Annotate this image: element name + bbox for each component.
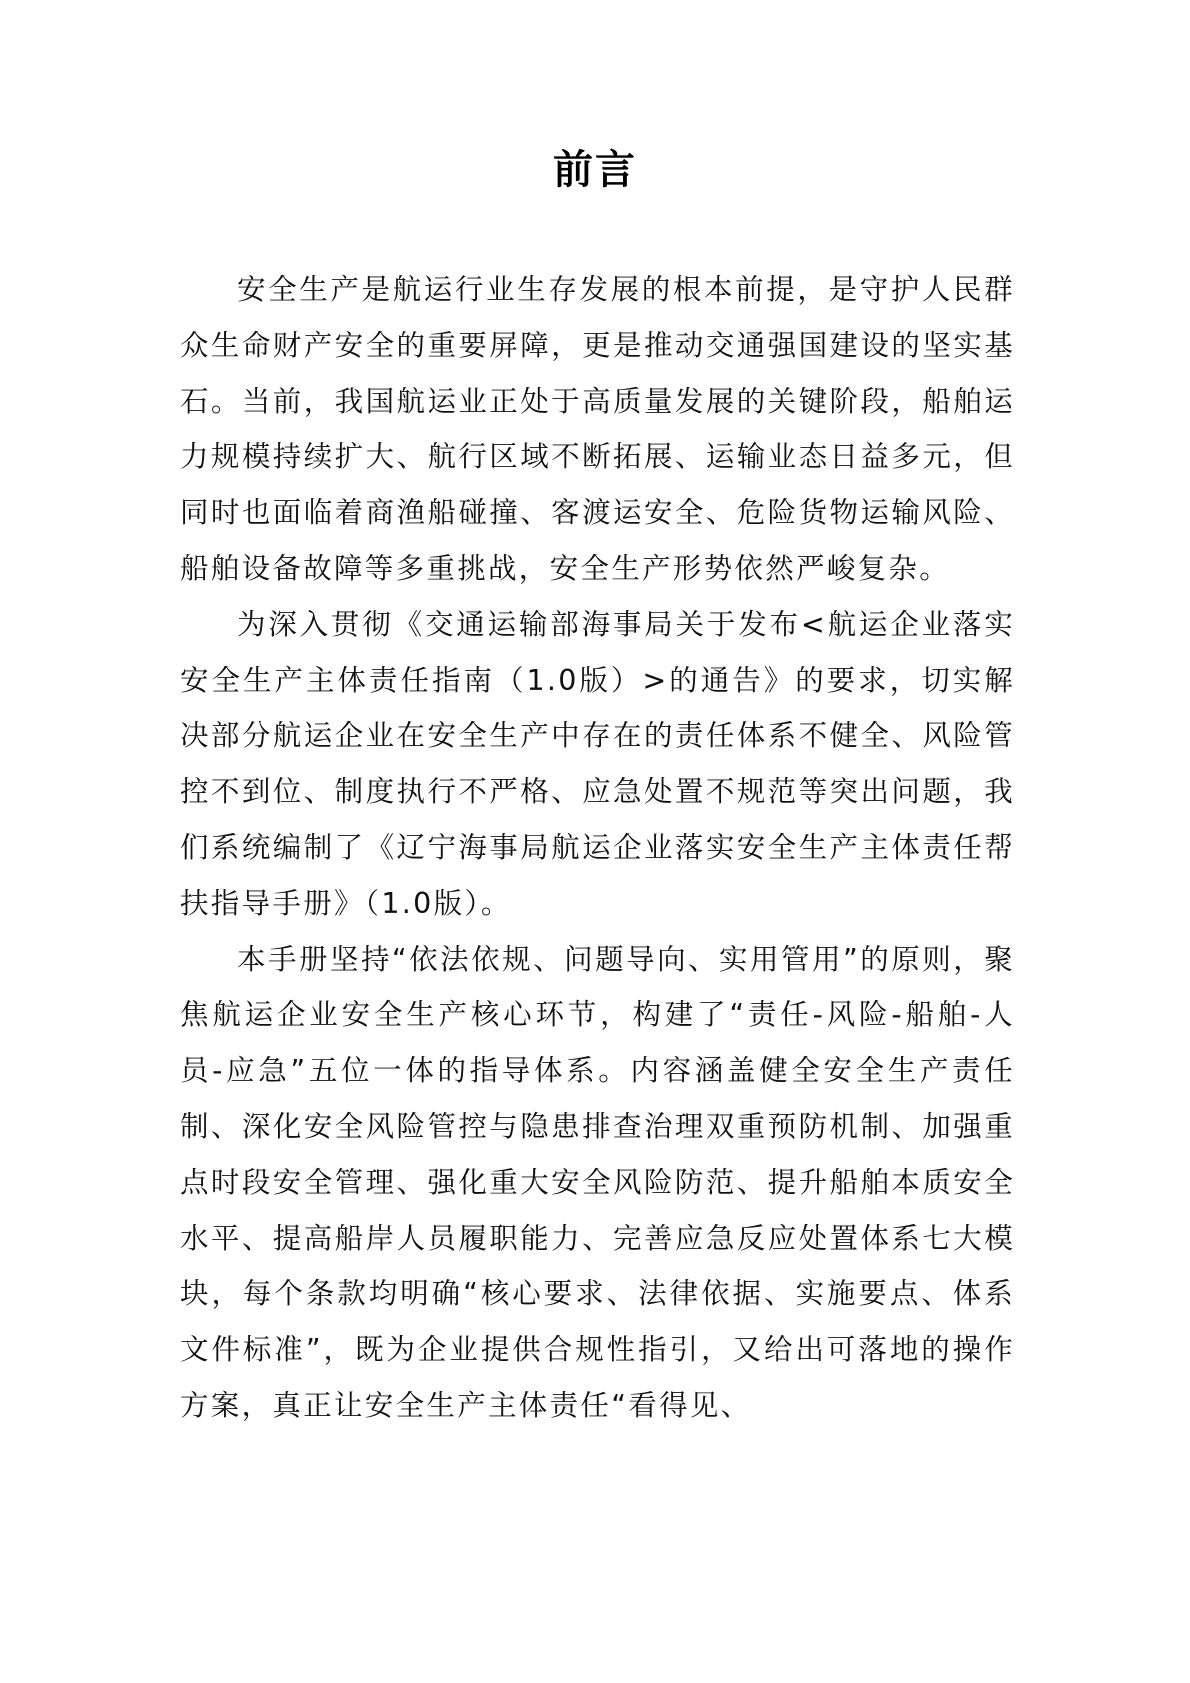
paragraph-1: 安全生产是航运行业生存发展的根本前提，是守护人民群众生命财产安全的重要屏障，更是推动交通强国建设的坚实基石。当前，我国航运业正处于高质量发展的关键阶段，船舶运力规模持续扩大、航行区域不断拓展、运输业态日益多元，但同时也面临着商渔船碰撞、客渡运安全、危险货物运输风险、船舶设备故障等多重挑战，安全生产形势依然严峻复杂。	[180, 273, 1015, 585]
paragraph-2: 为深入贯彻《交通运输部海事局关于发布<航运企业落实安全生产主体责任指南（1.0版）>的通告》的要求，切实解决部分航运企业在安全生产中存在的责任体系不健全、风险管控不到位、制度执行不严格、应急处置不规范等突出问题，我们系统编制了《辽宁海事局航运企业落实安全生产主体责任帮扶指导手册》（1.0版）。	[180, 607, 1015, 920]
paragraph-3: 本手册坚持“依法依规、问题导向、实用管用”的原则，聚焦航运企业安全生产核心环节，构建了“责任-风险-船舶-人员-应急”五位一体的指导体系。内容涵盖健全安全生产责任制、深化安全风险管控与隐患排查治理双重预防机制、加强重点时段安全管理、强化重大安全风险防范、提升船舶本质安全水平、提高船岸人员履职能力、完善应急反应处置体系七大模块，每个条款均明确“核心要求、法律依据、实施要点、体系文件标准”，既为企业提供合规性指引，又给出可落地的操作方案，真正让安全生产主体责任“看得见、	[180, 942, 1015, 1422]
document-title: 前言	[553, 146, 637, 193]
document-body	[180, 262, 1015, 1434]
